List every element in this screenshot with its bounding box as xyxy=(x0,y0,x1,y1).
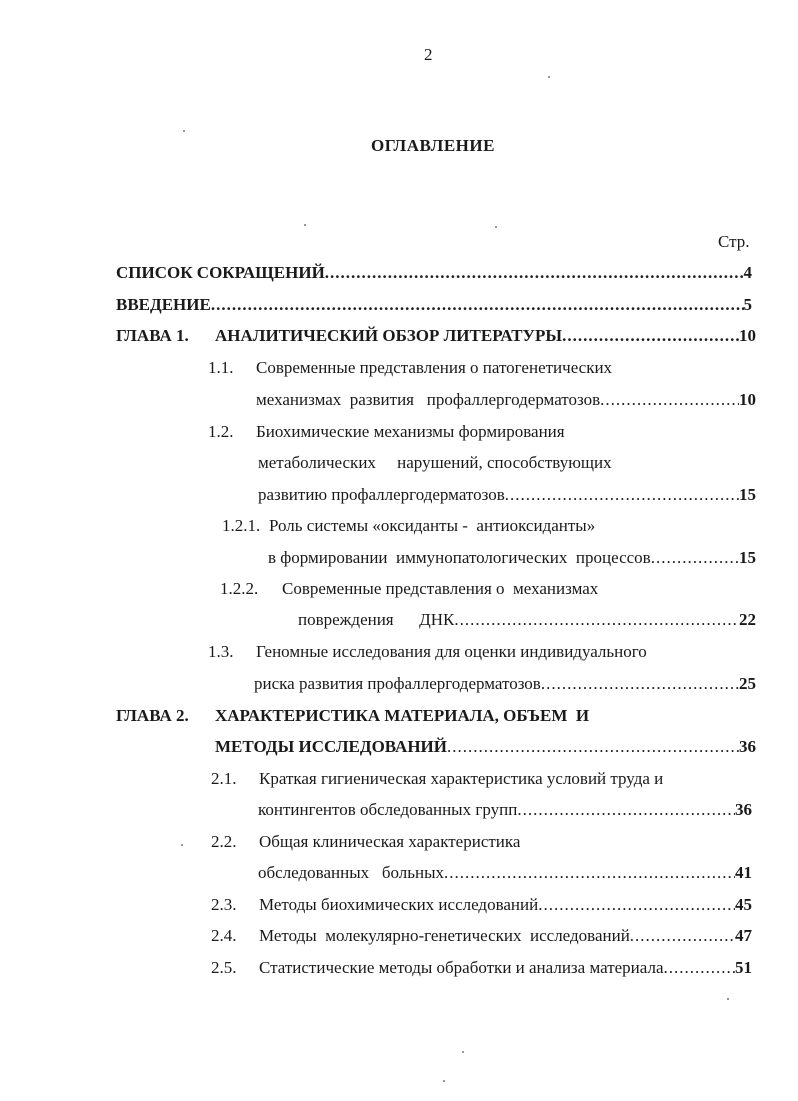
toc-entry-2-5 xyxy=(211,957,752,979)
section-title: Роль системы «оксиданты - антиоксиданты» xyxy=(269,516,596,535)
toc-entry-2-1-line2 xyxy=(258,799,752,821)
toc-page: 15 xyxy=(739,548,756,567)
toc-entry-1-3-line1 xyxy=(208,641,647,663)
toc-title: ОГЛАВЛЕНИЕ xyxy=(371,136,495,155)
toc-page: 5 xyxy=(743,295,752,314)
dot-leader xyxy=(325,262,744,284)
section-number: 1.2. xyxy=(208,422,234,441)
section-number: 1.2.1. xyxy=(222,516,261,535)
toc-page: 47 xyxy=(735,926,752,945)
section-title: в формировании иммунопатологических процессов xyxy=(268,548,651,567)
section-title: развитию профаллергодерматозов xyxy=(258,485,505,504)
scan-speck xyxy=(181,844,183,846)
toc-page: 36 xyxy=(735,800,752,819)
section-number: 1.2.2. xyxy=(220,579,259,598)
section-number: 1.1. xyxy=(208,358,234,377)
chapter-number: ГЛАВА 2. xyxy=(116,706,189,725)
section-title: повреждения ДНК xyxy=(298,610,455,629)
toc-entry-2-2-line1 xyxy=(211,831,520,853)
toc-page: 15 xyxy=(739,485,756,504)
section-number: 2.4. xyxy=(211,926,237,945)
dot-leader xyxy=(538,894,735,916)
toc-page: 25 xyxy=(739,674,756,693)
toc-page: 10 xyxy=(739,390,756,409)
toc-entry-chapter-1 xyxy=(116,325,756,347)
toc-entry-2-3 xyxy=(211,894,752,916)
dot-leader xyxy=(447,736,739,758)
toc-entry-1-2-line2 xyxy=(258,452,612,474)
toc-entry-abbreviations xyxy=(116,262,752,284)
toc-entry-1-3-line2 xyxy=(254,673,756,695)
section-title: Методы биохимических исследований xyxy=(259,895,539,914)
section-title: Современные представления о механизмах xyxy=(282,579,599,598)
dot-leader xyxy=(211,294,744,316)
section-number: 1.3. xyxy=(208,642,234,661)
toc-page: 41 xyxy=(735,863,752,882)
dot-leader xyxy=(505,484,739,506)
toc-entry-1-2-1-line1 xyxy=(222,515,595,537)
section-number: 2.3. xyxy=(211,895,237,914)
section-title: Краткая гигиеническая характеристика условий труда и xyxy=(259,769,664,788)
dot-leader xyxy=(651,547,739,569)
dot-leader xyxy=(454,609,739,631)
toc-entry-2-2-line2 xyxy=(258,862,752,884)
chapter-title: МЕТОДЫ ИССЛЕДОВАНИЙ xyxy=(215,737,448,756)
toc-page: 51 xyxy=(735,958,752,977)
page-column-label: Стр. xyxy=(718,232,750,251)
toc-entry-1-2-1-line2 xyxy=(268,547,756,569)
toc-entry-1-2-2-line2 xyxy=(298,609,756,631)
scan-speck xyxy=(727,998,729,1000)
dot-leader xyxy=(444,862,735,884)
dot-leader xyxy=(630,925,735,947)
chapter-title: ХАРАКТЕРИСТИКА МАТЕРИАЛА, ОБЪЕМ И xyxy=(215,706,590,725)
scan-speck xyxy=(462,1051,464,1053)
section-title: Методы молекулярно-генетических исследований xyxy=(259,926,630,945)
scan-speck xyxy=(495,226,497,228)
toc-entry-text: СПИСОК СОКРАЩЕНИЙ xyxy=(116,263,325,282)
toc-page: 36 xyxy=(739,737,756,756)
toc-entry-text xyxy=(211,925,630,947)
section-title: Общая клиническая характеристика xyxy=(259,832,521,851)
toc-entry-1-2-line3 xyxy=(258,484,756,506)
toc-entry-text xyxy=(211,957,664,979)
toc-entry-2-1-line1 xyxy=(211,768,663,790)
toc-entry-1-1-line2 xyxy=(256,389,756,411)
toc-page: 22 xyxy=(739,610,756,629)
toc-entry-1-2-2-line1 xyxy=(220,578,598,600)
toc-entry-2-4 xyxy=(211,925,752,947)
section-number: 2.5. xyxy=(211,958,237,977)
chapter-title: АНАЛИТИЧЕСКИЙ ОБЗОР ЛИТЕРАТУРЫ xyxy=(215,326,563,345)
section-title: риска развития профаллергодерматозов xyxy=(254,674,541,693)
toc-entry-text xyxy=(116,325,562,347)
section-title: Современные представления о патогенетических xyxy=(256,358,613,377)
toc-entry-chapter-2-line2 xyxy=(215,736,756,758)
chapter-number: ГЛАВА 1. xyxy=(116,326,189,345)
dot-leader xyxy=(562,325,739,347)
toc-page: 45 xyxy=(735,895,752,914)
section-title: Статистические методы обработки и анализа материала xyxy=(259,958,664,977)
page-number: 2 xyxy=(424,45,433,64)
toc-entry-text xyxy=(211,894,538,916)
toc-entry-1-2-line1 xyxy=(208,421,565,443)
scan-speck xyxy=(183,130,185,132)
section-title: контингентов обследованных групп xyxy=(258,800,518,819)
dot-leader xyxy=(541,673,739,695)
toc-page: 4 xyxy=(743,263,752,282)
toc-entry-chapter-2-line1 xyxy=(116,705,589,727)
section-title: механизмах развития профаллергодерматозов xyxy=(256,390,601,409)
section-number: 2.2. xyxy=(211,832,237,851)
scan-speck xyxy=(304,224,306,226)
dot-leader xyxy=(664,957,736,979)
dot-leader xyxy=(600,389,739,411)
section-title: обследованных больных xyxy=(258,863,445,882)
toc-page: 10 xyxy=(739,326,756,345)
section-number: 2.1. xyxy=(211,769,237,788)
scan-speck xyxy=(548,76,550,78)
section-title: Биохимические механизмы формирования xyxy=(256,422,565,441)
dot-leader xyxy=(517,799,735,821)
section-title: метаболических нарушений, способствующих xyxy=(258,453,612,472)
toc-entry-introduction xyxy=(116,294,752,316)
toc-entry-1-1-line1 xyxy=(208,357,612,379)
toc-entry-text: ВВЕДЕНИЕ xyxy=(116,295,211,314)
scan-speck xyxy=(443,1080,445,1082)
section-title: Геномные исследования для оценки индивидуального xyxy=(256,642,647,661)
